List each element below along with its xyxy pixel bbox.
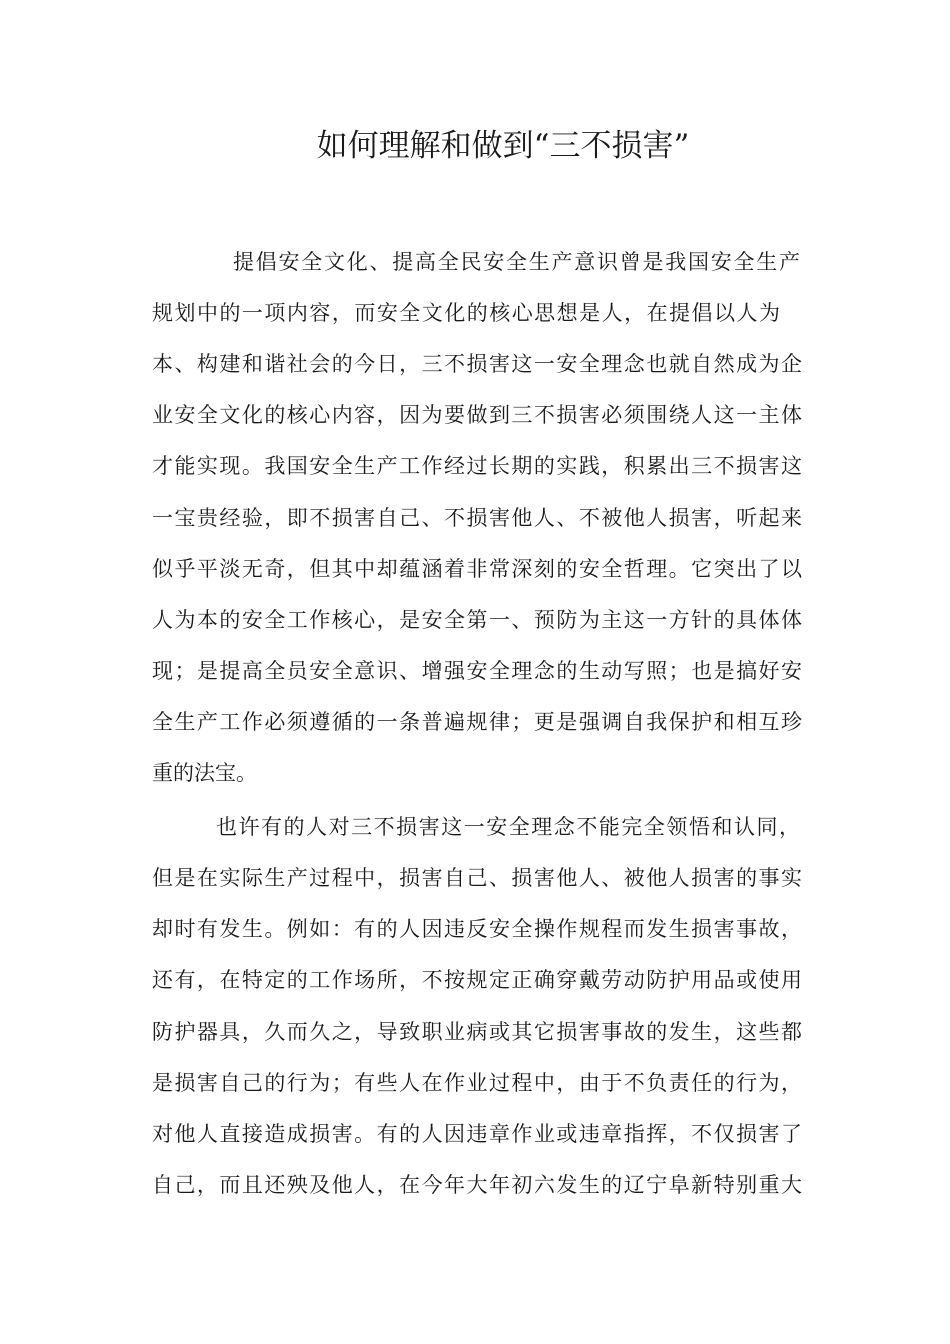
paragraph-line: 似乎平淡无奇，但其中却蕴涵着非常深刻的安全哲理。它突出了以 [152, 557, 802, 581]
paragraph-line: 也许有的人对三不损害这一安全理念不能完全领悟和认同， [216, 815, 800, 839]
paragraph-line: 规划中的一项内容，而安全文化的核心思想是人，在提倡以人为 [152, 301, 780, 325]
paragraph-line: 还有，在特定的工作场所，不按规定正确穿戴劳动防护用品或使用 [152, 968, 802, 992]
document-title: 如何理解和做到“三不损害” [316, 128, 690, 164]
paragraph-line: 才能实现。我国安全生产工作经过长期的实践，积累出三不损害这 [152, 454, 802, 478]
paragraph-line: 全生产工作必须遵循的一条普遍规律；更是强调自我保护和相互珍 [152, 710, 802, 734]
paragraph-line: 对他人直接造成损害。有的人因违章作业或违章指挥，不仅损害了 [152, 1122, 802, 1146]
paragraph-line: 现；是提高全员安全意识、增强安全理念的生动写照；也是搞好安 [152, 659, 802, 683]
paragraph-line: 人为本的安全工作核心，是安全第一、预防为主这一方针的具体体 [152, 608, 802, 632]
paragraph-line: 重的法宝。 [152, 761, 257, 785]
paragraph-line: 防护器具，久而久之，导致职业病或其它损害事故的发生，这些都 [152, 1020, 802, 1044]
paragraph-line: 提倡安全文化、提高全民安全生产意识曾是我国安全生产 [233, 250, 800, 274]
paragraph-line: 却时有发生。例如：有的人因违反安全操作规程而发生损害事故， [152, 917, 802, 941]
paragraph-line: 本、构建和谐社会的今日，三不损害这一安全理念也就自然成为企 [152, 352, 802, 376]
paragraph-line: 业安全文化的核心内容，因为要做到三不损害必须围绕人这一主体 [152, 403, 802, 427]
paragraph-line: 自己，而且还殃及他人，在今年大年初六发生的辽宁阜新特别重大 [152, 1173, 802, 1197]
paragraph-line: 是损害自己的行为；有些人在作业过程中，由于不负责任的行为， [152, 1071, 802, 1095]
paragraph-line: 但是在实际生产过程中，损害自己、损害他人、被他人损害的事实 [152, 866, 802, 890]
paragraph-line: 一宝贵经验，即不损害自己、不损害他人、不被他人损害，听起来 [152, 506, 802, 530]
